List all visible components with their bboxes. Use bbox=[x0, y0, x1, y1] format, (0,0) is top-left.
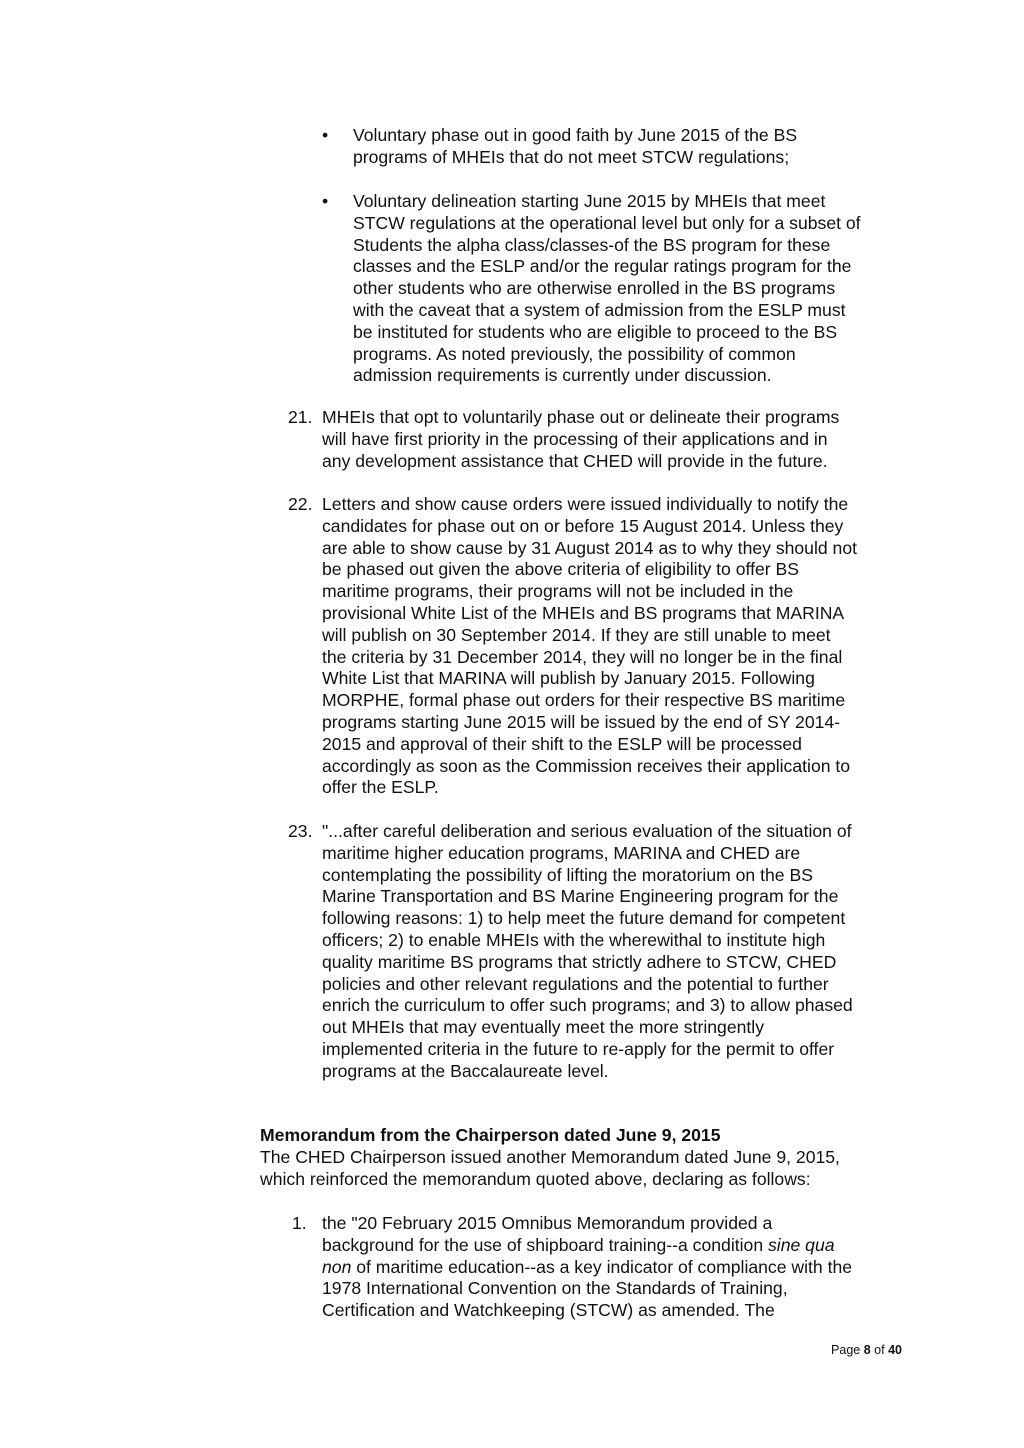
text-line: classes and the ESLP and/or the regular ratings program for the bbox=[353, 256, 852, 277]
text-line: any development assistance that CHED will provide in the future. bbox=[322, 450, 828, 471]
page-number-footer bbox=[831, 1342, 902, 1358]
bullet-marker: • bbox=[322, 125, 329, 145]
text-line: other students who are otherwise enrolled in the BS programs bbox=[353, 278, 836, 299]
text-line: will have first priority in the processing of their applications and in bbox=[322, 428, 828, 449]
text-line: Students the alpha class/classes-of the BS program for these bbox=[353, 234, 831, 255]
text-line: accordingly as soon as the Commission receives their application to bbox=[322, 755, 851, 776]
text-line: the criteria by 31 December 2014, they will no longer be in the final bbox=[322, 646, 843, 667]
text-line: offer the ESLP. bbox=[322, 777, 439, 798]
text-line: programs of MHEIs that do not meet STCW regulations; bbox=[353, 146, 790, 167]
section-heading: Memorandum from the Chairperson dated June 9, 2015 bbox=[260, 1125, 721, 1145]
text-line: policies and other relevant regulations and the potential to further bbox=[322, 973, 829, 994]
text-line: the "20 February 2015 Omnibus Memorandum provided a bbox=[322, 1213, 773, 1233]
text-line: be instituted for students who are eligible to proceed to the BS bbox=[353, 321, 838, 342]
text-line: quality maritime BS programs that strictly adhere to STCW, CHED bbox=[322, 951, 837, 972]
bullet-marker: • bbox=[322, 191, 329, 211]
text-line: 2015 and approval of their shift to the ESLP will be processed bbox=[322, 733, 802, 754]
text-line: Marine Transportation and BS Marine Engineering program for the bbox=[322, 886, 839, 907]
text-line: White List that MARINA will publish by January 2015. Following bbox=[322, 668, 815, 689]
total-pages: 40 bbox=[888, 1343, 902, 1357]
text-line: programs starting June 2015 will be issued by the end of SY 2014- bbox=[322, 711, 841, 732]
text-line: are able to show cause by 31 August 2014 as to why they should not bbox=[322, 537, 858, 558]
text-line: The CHED Chairperson issued another Memorandum dated June 9, 2015, bbox=[260, 1147, 840, 1167]
text-line: maritime higher education programs, MARINA and CHED are bbox=[322, 842, 801, 863]
text-line: Letters and show cause orders were issued individually to notify the bbox=[322, 494, 849, 514]
text-line: MORPHE, formal phase out orders for their respective BS maritime bbox=[322, 690, 846, 711]
text-line: out MHEIs that may eventually meet the more stringently bbox=[322, 1017, 764, 1038]
of-label: of bbox=[874, 1343, 885, 1357]
text-line: enrich the curriculum to offer such programs; and 3) to allow phased bbox=[322, 995, 853, 1016]
text-line bbox=[322, 1235, 914, 1257]
italic-phrase: sine qua bbox=[768, 1234, 835, 1255]
text-line: STCW regulations at the operational level but only for a subset of bbox=[353, 212, 861, 233]
item-number: 23. bbox=[288, 821, 313, 841]
text-line: will publish on 30 September 2014. If they are still unable to meet bbox=[322, 624, 831, 645]
item-number: 1. bbox=[292, 1213, 307, 1233]
text-line: officers; 2) to enable MHEIs with the wherewithal to institute high bbox=[322, 929, 826, 950]
item-number: 21. bbox=[288, 407, 313, 427]
text-line: Voluntary delineation starting June 2015 by MHEIs that meet bbox=[353, 191, 826, 211]
numbered-item-22 bbox=[322, 494, 914, 799]
text-line: be phased out given the above criteria of eligibility to offer BS bbox=[322, 559, 799, 580]
text-line: following reasons: 1) to help meet the future demand for competent bbox=[322, 908, 846, 929]
text-segment: of maritime education--as a key indicator of compliance with the bbox=[351, 1256, 853, 1277]
page-label: Page bbox=[831, 1343, 861, 1357]
text-line: MHEIs that opt to voluntarily phase out or delineate their programs bbox=[322, 407, 840, 427]
memo-numbered-item-1 bbox=[322, 1213, 914, 1322]
text-line: Certification and Watchkeeping (STCW) as amended. The bbox=[322, 1300, 775, 1321]
text-line: maritime programs, their programs will not be included in the bbox=[322, 581, 794, 602]
bullet-item-phase-out bbox=[353, 125, 913, 169]
text-line bbox=[322, 1257, 914, 1279]
text-line: 1978 International Convention on the Standards of Training, bbox=[322, 1278, 788, 1299]
text-line: with the caveat that a system of admission from the ESLP must bbox=[353, 299, 846, 320]
text-line: implemented criteria in the future to re-apply for the permit to offer bbox=[322, 1038, 835, 1059]
text-line: programs at the Baccalaureate level. bbox=[322, 1060, 609, 1081]
current-page-number: 8 bbox=[863, 1343, 871, 1357]
item-number: 22. bbox=[288, 494, 313, 514]
text-line: admission requirements is currently under discussion. bbox=[353, 365, 772, 386]
text-line: which reinforced the memorandum quoted above, declaring as follows: bbox=[260, 1168, 811, 1189]
text-line: candidates for phase out on or before 15 August 2014. Unless they bbox=[322, 515, 844, 536]
text-line: contemplating the possibility of lifting the moratorium on the BS bbox=[322, 864, 813, 885]
text-line: "...after careful deliberation and serious evaluation of the situation of bbox=[322, 821, 852, 841]
numbered-item-21 bbox=[322, 407, 914, 472]
section-intro-paragraph bbox=[260, 1147, 840, 1191]
bullet-item-delineation bbox=[353, 191, 913, 387]
text-line: programs. As noted previously, the possibility of common bbox=[353, 343, 796, 364]
text-line: Voluntary phase out in good faith by June 2015 of the BS bbox=[353, 125, 798, 145]
italic-phrase: non bbox=[322, 1256, 352, 1277]
text-segment: background for the use of shipboard training--a condition bbox=[322, 1234, 768, 1255]
numbered-item-23 bbox=[322, 821, 914, 1083]
text-line: provisional White List of the MHEIs and BS programs that MARINA bbox=[322, 602, 845, 623]
